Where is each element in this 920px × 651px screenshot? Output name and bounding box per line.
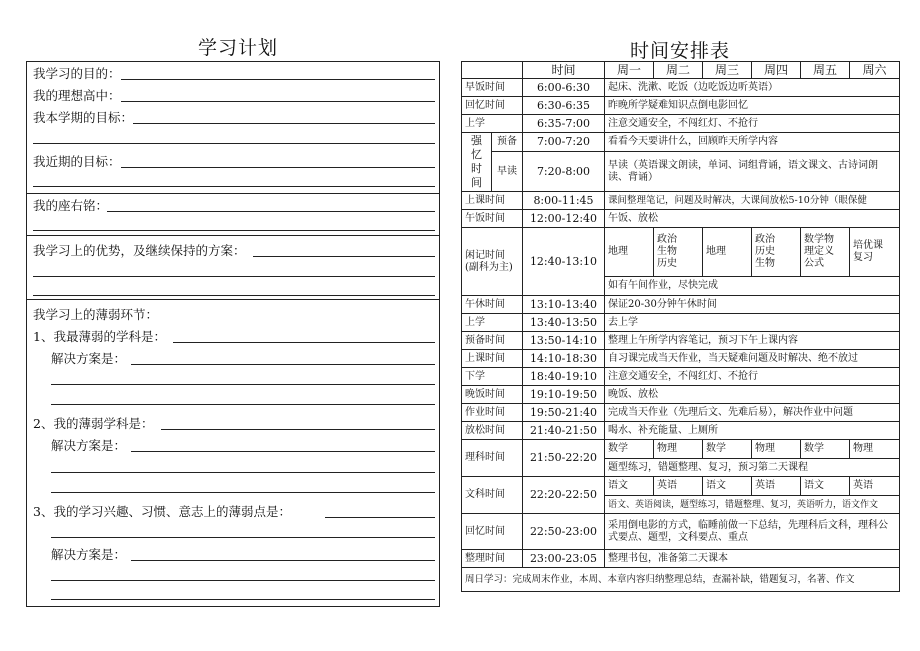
free-cell-line: 生物 [755,258,775,269]
arts-time: 22:20-22:50 [523,477,605,514]
arts-subject-wed: 语文 [703,477,752,496]
free-time: 12:40-13:10 [523,228,605,296]
weak1-label: 1、我最薄弱的学科是： [33,329,166,344]
row-time: 13:10-13:40 [523,296,605,314]
weakness-title: 我学习上的薄弱环节： [33,307,159,322]
row-label: 午休时间 [462,296,523,314]
free-cell-line: 历史 [755,246,775,257]
arts-subject-mon: 语文 [605,477,654,496]
sci-label: 理科时间 [462,440,523,477]
weak1-solution-line-2[interactable] [51,384,435,385]
header-thu: 周四 [752,62,801,79]
strengths-label: 我学习上的优势，及继续保持的方案： [33,243,246,258]
motto-label: 我的座右铭： [33,198,109,213]
sci-subject-sat: 物理 [850,440,900,459]
row-time: 18:40-19:10 [523,368,605,386]
prep-text: 看看今天要讲什么，回顾昨天所学内容 [605,133,900,152]
weak1-solution-label: 解决方案是： [51,351,127,366]
prep-label: 预备 [492,133,523,152]
header-tue: 周二 [654,62,703,79]
header-sat: 周六 [850,62,900,79]
row-text: 完成当天作业（先理后文、先难后易），解决作业中问题 [605,404,900,422]
sci-subject-mon: 数学 [605,440,654,459]
weak3-line[interactable] [325,517,435,518]
weak1-line[interactable] [173,342,435,343]
row-label: 上学 [462,115,523,133]
row-text: 自习课完成当天作业，当天疑难问题及时解决、绝不放过 [605,350,900,368]
semester-goal-line-2[interactable] [33,143,435,144]
free-label: 闲记时间 [465,249,505,261]
row-text: 注意交通安全，不闯红灯、不抢行 [605,115,900,133]
arts-subject-sat: 英语 [850,477,900,496]
recall-time: 22:50-23:00 [523,514,605,550]
read-label: 早读 [492,152,523,192]
free-cell-line: 历史 [657,258,677,269]
row-time: 19:10-19:50 [523,386,605,404]
free-sub: (副科为主) [465,261,513,273]
schedule-title: 时间安排表 [630,40,731,62]
free-cell-thu [752,228,801,277]
weak3-solution-line-2[interactable] [51,580,435,581]
class-text: 课间整理笔记，问题及时解决，大课间放松5-10分钟（眼保健 [605,192,900,210]
header-mon: 周一 [605,62,654,79]
free-cell-line: 数学物 [804,234,834,245]
table-row [462,422,900,440]
semester-goal-line[interactable] [133,123,435,124]
pack-time: 23:00-23:05 [523,550,605,568]
weak1-solution-line-3[interactable] [51,404,435,405]
free-cell-line: 理定义 [804,246,834,257]
strong-memory-label [462,133,492,192]
weak2-label: 2、我的薄弱学科是： [33,416,154,431]
table-row [462,386,900,404]
row-label: 晚饭时间 [462,386,523,404]
free-cell-wed [703,228,752,277]
free-cell-line: 地理 [608,246,628,257]
row-text: 晚饭、放松 [605,386,900,404]
table-row [462,79,900,97]
prep-time: 7:00-7:20 [523,133,605,152]
near-goal-line[interactable] [121,167,435,168]
ideal-school-label: 我的理想高中： [33,88,121,103]
schedule-table [461,61,900,592]
science-subjects-row [462,440,900,459]
pack-row [462,550,900,568]
free-cell-line: 生物 [657,246,677,257]
row-text: 去上学 [605,314,900,332]
free-note: 如有午间作业，尽快完成 [605,277,900,296]
arts-label: 文科时间 [462,477,523,514]
near-goal-line-2[interactable] [33,186,435,187]
header-wed: 周三 [703,62,752,79]
ideal-school-line[interactable] [121,101,435,102]
table-row [462,368,900,386]
weak3-label: 3、我的学习兴趣、习惯、意志上的薄弱点是： [33,504,291,519]
free-cell-line: 政治 [657,234,677,245]
row-time: 21:40-21:50 [523,422,605,440]
row-time: 6:30-6:35 [523,97,605,115]
lunch-label: 午饭时间 [462,210,523,228]
arts-subject-thu: 英语 [752,477,801,496]
row-time: 14:10-18:30 [523,350,605,368]
header-time: 时间 [523,62,605,79]
free-row [462,228,900,277]
sci-subject-wed: 数学 [703,440,752,459]
motto-line-2[interactable] [33,230,435,231]
free-cell-fri [801,228,850,277]
motto-line[interactable] [107,211,435,212]
sunday-text: 周日学习：完成周末作业，本周、本章内容归纳整理总结，查漏补缺，错题复习，名著、作文 [462,568,900,592]
weakness-section [27,299,439,608]
strengths-line[interactable] [253,256,435,257]
header-blank [462,62,523,79]
strengths-line-2[interactable] [33,276,435,277]
arts-subjects-row [462,477,900,496]
row-label: 放松时间 [462,422,523,440]
read-time: 7:20-8:00 [523,152,605,192]
table-row [462,296,900,314]
free-cell-line: 复习 [853,252,873,263]
semester-goal-label: 我本学期的目标： [33,110,134,125]
sci-note: 题型练习，错题整理、复习，预习第二天课程 [605,459,900,477]
row-text: 保证20-30分钟午休时间 [605,296,900,314]
read-text: 早读（英语课文朗读，单词、词组背诵，语文课文、古诗词朗读、背诵） [605,152,900,192]
weak1-solution-line[interactable] [131,364,435,365]
pack-label: 整理时间 [462,550,523,568]
row-time: 6:00-6:30 [523,79,605,97]
table-row [462,404,900,422]
weak3-solution-line[interactable] [131,560,435,561]
row-label: 下学 [462,368,523,386]
goals-section [27,62,439,193]
table-row [462,350,900,368]
table-row [462,314,900,332]
purpose-line[interactable] [121,79,435,80]
weak2-solution-line[interactable] [131,451,435,452]
free-cell-line: 政治 [755,234,775,245]
row-time: 13:40-13:50 [523,314,605,332]
arts-subject-fri: 语文 [801,477,850,496]
weak3-solution-line-3[interactable] [51,599,435,600]
weak2-solution-line-3[interactable] [51,492,435,493]
row-label: 早饭时间 [462,79,523,97]
sci-subject-thu: 物理 [752,440,801,459]
weak3-line-2[interactable] [51,537,435,538]
row-time: 19:50-21:40 [523,404,605,422]
strong-memory-text: 强忆时间 [471,134,482,189]
near-goal-label: 我近期的目标： [33,154,121,169]
recall-text: 采用倒电影的方式，临睡前做一下总结，先理科后文科，理科公式要点、题型，文科要点、重点 [605,514,900,550]
free-cell-tue [654,228,703,277]
arts-subject-tue: 英语 [654,477,703,496]
table-header-row [462,62,900,79]
class-row [462,192,900,210]
strengths-line-3[interactable] [33,295,435,296]
row-text: 喝水、补充能量、上厕所 [605,422,900,440]
row-label: 上学 [462,314,523,332]
class-label: 上课时间 [462,192,523,210]
row-label: 预备时间 [462,332,523,350]
row-text: 昨晚所学疑难知识点倒电影回忆 [605,97,900,115]
recall-label: 回忆时间 [462,514,523,550]
free-cell-line: 公式 [804,258,824,269]
study-plan-panel [26,61,440,607]
weak2-line[interactable] [161,429,435,430]
free-cell-line: 地理 [706,246,726,257]
row-label: 回忆时间 [462,97,523,115]
weak3-solution-label: 解决方案是： [51,547,127,562]
lunch-row [462,210,900,228]
study-plan-title: 学习计划 [198,37,279,59]
lunch-time: 12:00-12:40 [523,210,605,228]
morning-read-row [462,152,900,192]
free-cell-sat [850,228,900,277]
pack-text: 整理书包，准备第二天课本 [605,550,900,568]
row-time: 6:35-7:00 [523,115,605,133]
arts-note: 语文、英语阅读，题型练习，错题整理、复习，英语听力，语文作文 [605,496,900,514]
strengths-section [27,235,439,300]
free-cell-mon [605,228,654,277]
motto-section [27,193,439,236]
free-label-cell [462,228,523,296]
header-fri: 周五 [801,62,850,79]
sci-time: 21:50-22:20 [523,440,605,477]
free-cell-line: 培优课 [853,240,883,251]
row-text: 整理上午所学内容笔记，预习下午上课内容 [605,332,900,350]
class-time: 8:00-11:45 [523,192,605,210]
weak2-solution-label: 解决方案是： [51,438,127,453]
purpose-label: 我学习的目的： [33,66,121,81]
prep-row [462,133,900,152]
weak2-solution-line-2[interactable] [51,472,435,473]
table-row [462,332,900,350]
row-label: 上课时间 [462,350,523,368]
row-label: 作业时间 [462,404,523,422]
table-row [462,115,900,133]
row-time: 13:50-14:10 [523,332,605,350]
table-row [462,97,900,115]
row-text: 起床、洗漱、吃饭（边吃饭边听英语） [605,79,900,97]
sunday-row [462,568,900,592]
recall-row [462,514,900,550]
sci-subject-tue: 物理 [654,440,703,459]
sci-subject-fri: 数学 [801,440,850,459]
row-text: 注意交通安全，不闯红灯、不抢行 [605,368,900,386]
lunch-text: 午饭、放松 [605,210,900,228]
